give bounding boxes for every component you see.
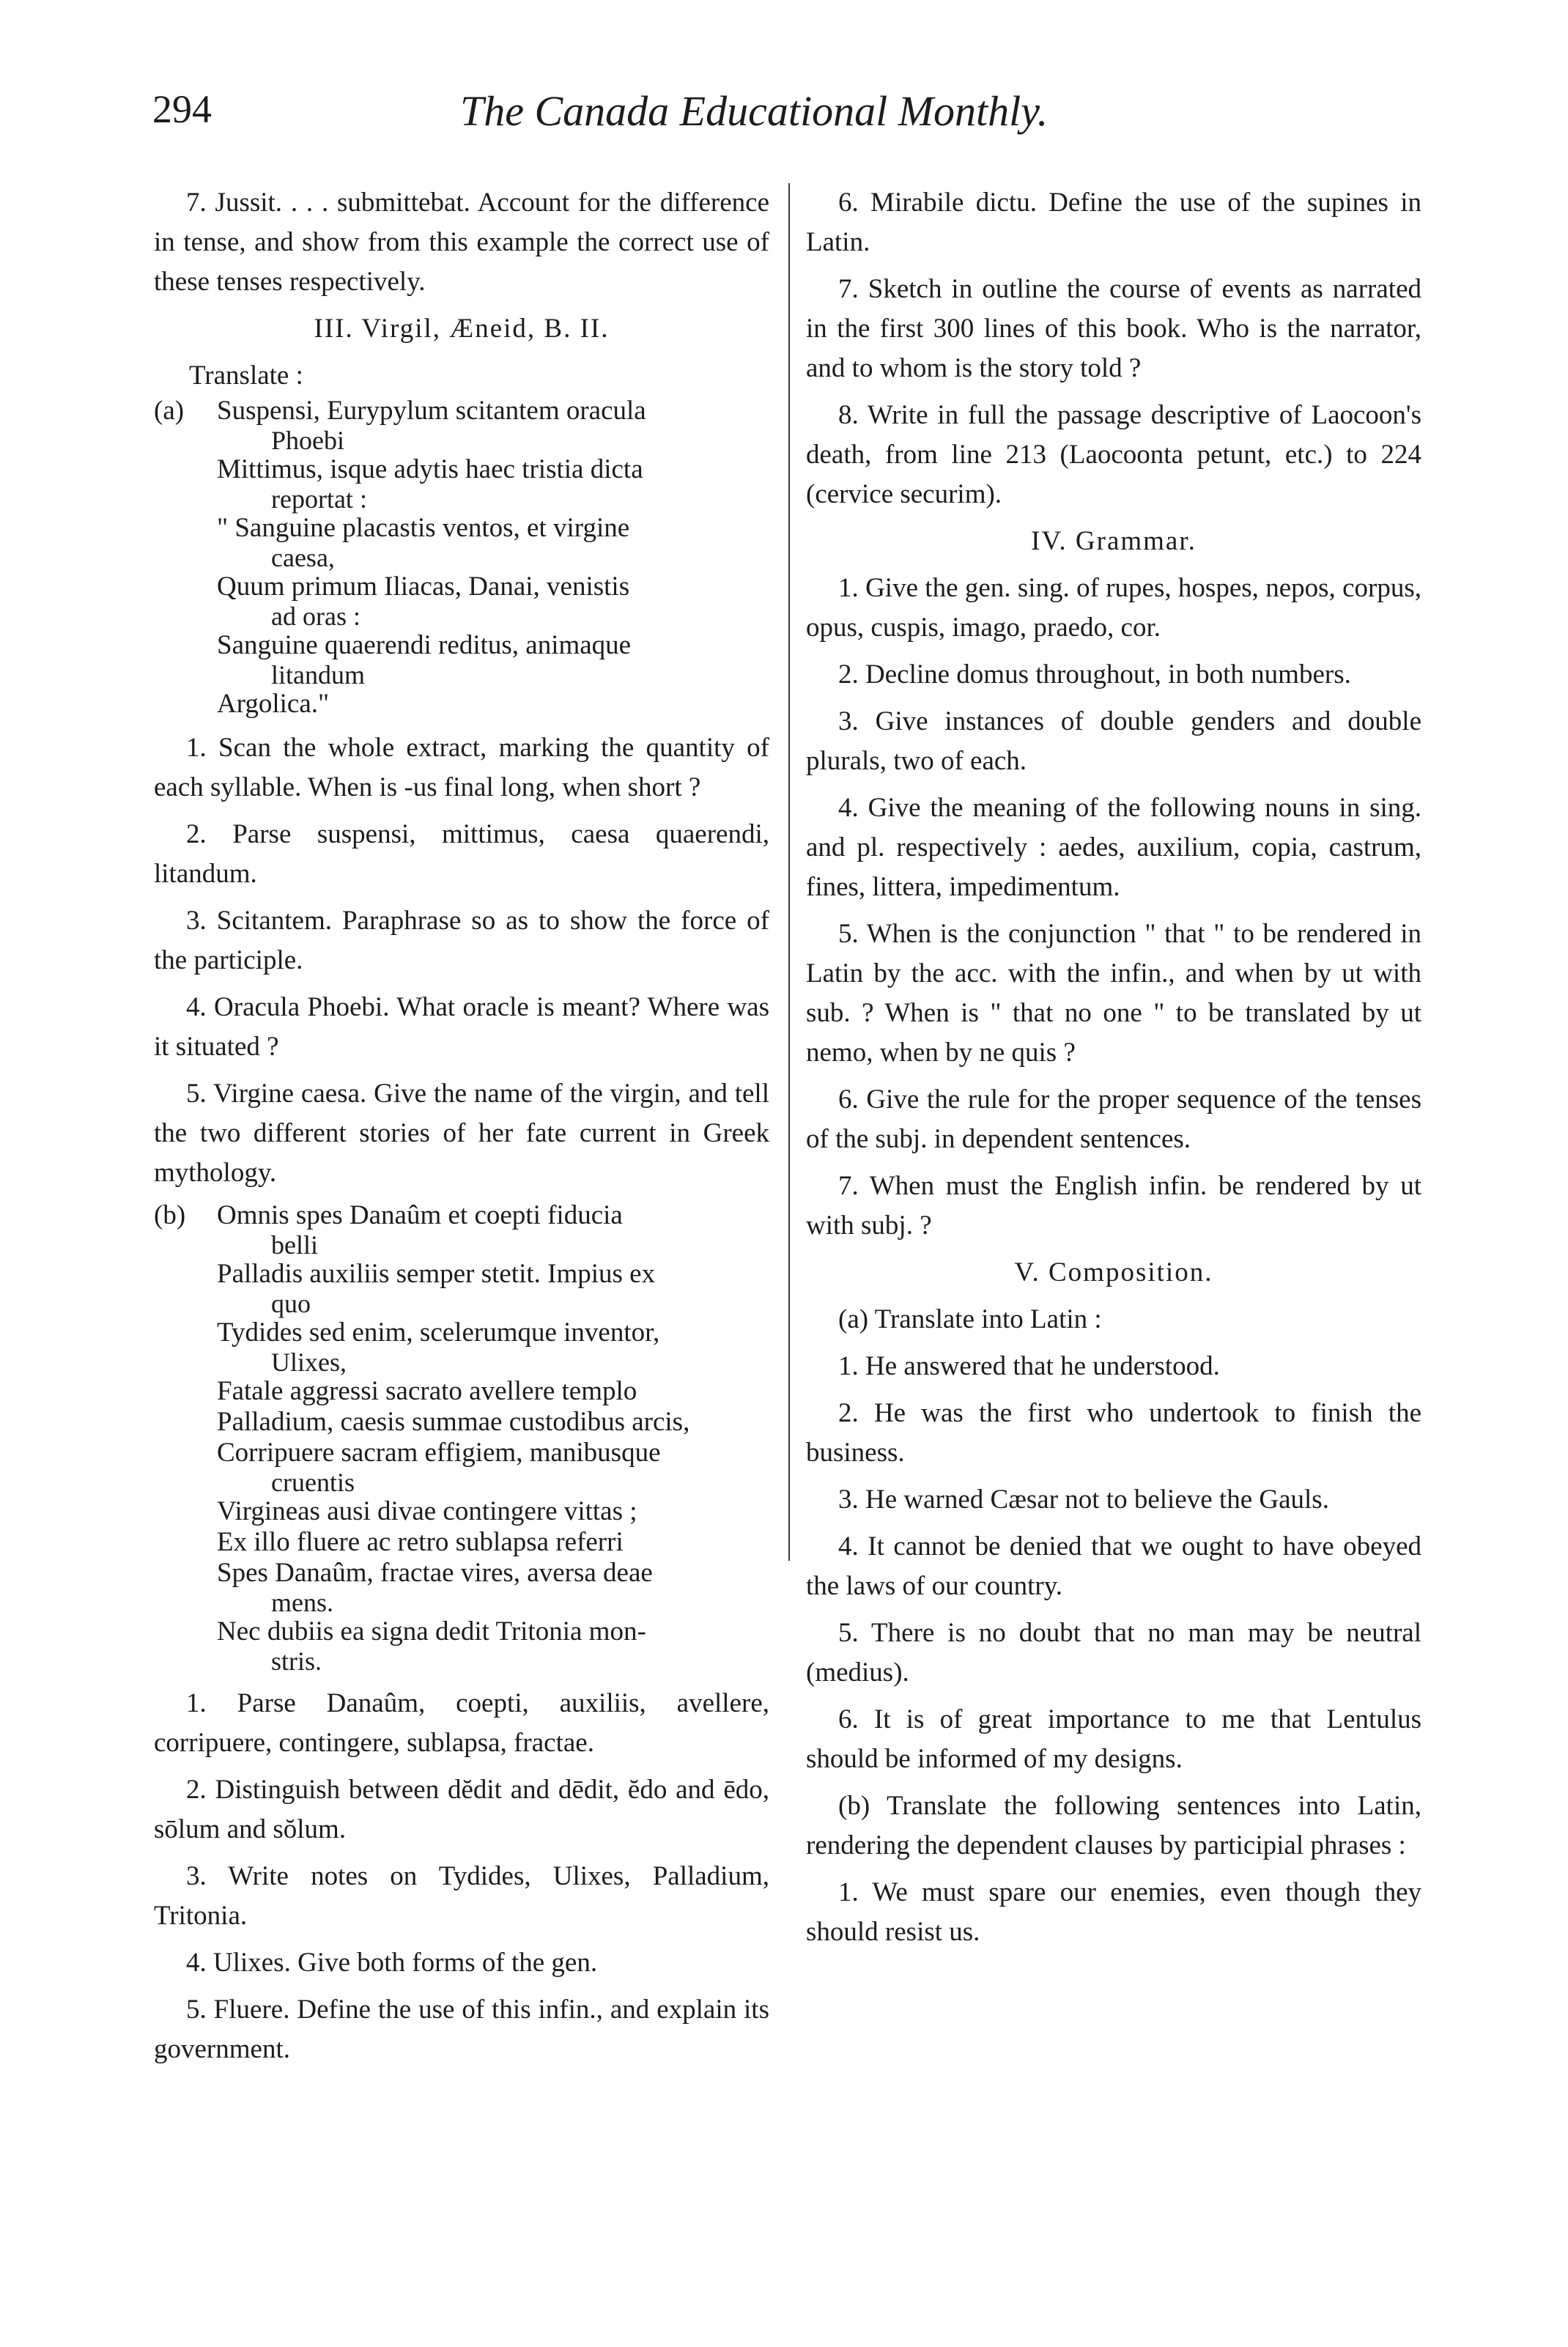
- right-column: [806, 183, 1421, 1959]
- verse-line: (a) Suspensi, Eurypylum scitantem oracula: [154, 396, 646, 426]
- question-item: 4. Ulixes. Give both forms of the gen.: [186, 1948, 598, 1978]
- verse-continuation: belli: [271, 1230, 318, 1260]
- grammar-question: 3. Give instances of double genders and double plurals, two of each.: [806, 706, 1421, 776]
- section-heading-virgil: III. Virgil, Æneid, B. II.: [314, 314, 610, 344]
- verse-line: (b) Omnis spes Danaûm et coepti fiducia: [154, 1200, 623, 1230]
- composition-sentence: 4. It cannot be denied that we ought to have obeyed the laws of our country.: [806, 1531, 1421, 1601]
- question-item: 4. Oracula Phoebi. What oracle is meant? Where was it situated ?: [154, 992, 769, 1062]
- section-heading-composition: V. Composition.: [1014, 1257, 1213, 1287]
- composition-sentence: 6. It is of great importance to me that Lentulus should be informed of my designs.: [806, 1704, 1421, 1774]
- question-item: 2. Distinguish between dĕdit and dēdit, ĕdo and ēdo, sōlum and sŏlum.: [154, 1775, 769, 1844]
- verse-continuation: Phoebi: [271, 426, 345, 455]
- verse-continuation: stris.: [271, 1646, 322, 1676]
- grammar-question: 5. When is the conjunction " that " to be rendered in Latin by the acc. with the infin., and when by ut with sub. ? When is " that no one " to be translated by ut nemo, when by ne quis ?: [806, 919, 1421, 1068]
- composition-sentence: 1. We must spare our enemies, even though they should resist us.: [806, 1877, 1421, 1947]
- page-number: 294: [152, 87, 212, 131]
- composition-sentence: 5. There is no doubt that no man may be neutral (medius).: [806, 1618, 1421, 1688]
- verse-line: Sanguine quaerendi reditus, animaque: [217, 630, 632, 660]
- question-7-jussit: 7. Jussit. . . . submittebat. Account for the difference in tense, and show from this example the correct use of these tenses respectively.: [154, 188, 769, 297]
- latin-passage-b: [154, 1200, 769, 1675]
- grammar-question: 7. When must the English infin. be rendered by ut with subj. ?: [806, 1171, 1421, 1241]
- composition-sentence: 2. He was the first who undertook to finish the business.: [806, 1398, 1421, 1468]
- grammar-question: 6. Give the rule for the proper sequence of the tenses of the subj. in dependent sentences.: [806, 1084, 1421, 1154]
- translate-label: Translate :: [189, 361, 303, 391]
- question-item: 3. Scitantem. Paraphrase so as to show the force of the participle.: [154, 906, 769, 975]
- question-item: 1. Scan the whole extract, marking the quantity of each syllable. When is -us final long, when short ?: [154, 733, 769, 802]
- question-item: 8. Write in full the passage descriptive of Laocoon's death, from line 213 (Laocoonta petunt, etc.) to 224 (cervice securim).: [806, 400, 1421, 509]
- question-item: 5. Virgine caesa. Give the name of the virgin, and tell the two different stories of her fate current in Greek mythology.: [154, 1079, 769, 1188]
- verse-continuation: mens.: [271, 1588, 333, 1617]
- left-column: [154, 183, 769, 2077]
- verse-line: Palladium, caesis summae custodibus arcis,: [217, 1407, 690, 1437]
- question-item: 7. Sketch in outline the course of events as narrated in the first 300 lines of this book. Who is the narrator, and to whom is the story told ?: [806, 274, 1421, 383]
- composition-a-intro: (a) Translate into Latin :: [838, 1304, 1102, 1334]
- verse-line: " Sanguine placastis ventos, et virgine: [217, 513, 630, 543]
- passage-label: (b): [154, 1200, 186, 1230]
- question-item: 6. Mirabile dictu. Define the use of the supines in Latin.: [806, 188, 1421, 257]
- verse-line: Fatale aggressi sacrato avellere templo: [217, 1376, 637, 1406]
- verse-continuation: caesa,: [271, 543, 335, 572]
- verse-line: Palladis auxiliis semper stetit. Impius ex: [217, 1259, 656, 1289]
- latin-passage-a: [154, 396, 769, 720]
- question-item: 5. Fluere. Define the use of this infin., and explain its government.: [154, 1995, 769, 2064]
- verse-line: Argolica.": [217, 689, 330, 719]
- verse-line: Nec dubiis ea signa dedit Tritonia mon-: [217, 1616, 646, 1646]
- verse-line: Tydides sed enim, scelerumque inventor,: [217, 1317, 660, 1348]
- verse-continuation: litandum: [271, 660, 365, 690]
- composition-sentence: 3. He warned Cæsar not to believe the Gauls.: [838, 1485, 1329, 1515]
- column-divider: [788, 183, 790, 1561]
- grammar-question: 2. Decline domus throughout, in both numbers.: [838, 659, 1351, 690]
- page-header: [152, 86, 1098, 152]
- verse-line: Spes Danaûm, fractae vires, aversa deae: [217, 1558, 653, 1588]
- verse-line: Mittimus, isque adytis haec tristia dicta: [217, 454, 643, 484]
- grammar-question: 1. Give the gen. sing. of rupes, hospes, nepos, corpus, opus, cuspis, imago, praedo, cor.: [806, 573, 1421, 643]
- running-title: The Canada Educational Monthly.: [460, 87, 1049, 135]
- verse-line: Ex illo fluere ac retro sublapsa referri: [217, 1527, 624, 1557]
- passage-label: (a): [154, 396, 185, 426]
- verse-continuation: cruentis: [271, 1468, 355, 1497]
- verse-line: Quum primum Iliacas, Danai, venistis: [217, 572, 630, 602]
- verse-continuation: quo: [271, 1289, 311, 1318]
- verse-line: Virgineas ausi divae contingere vittas ;: [217, 1496, 637, 1526]
- verse-continuation: Ulixes,: [271, 1348, 347, 1377]
- composition-b-intro: (b) Translate the following sentences into Latin, rendering the dependent clauses by participial phrases :: [806, 1791, 1421, 1860]
- question-item: 3. Write notes on Tydides, Ulixes, Palladium, Tritonia.: [154, 1861, 769, 1931]
- verse-continuation: ad oras :: [271, 602, 360, 631]
- question-item: 2. Parse suspensi, mittimus, caesa quaerendi, litandum.: [154, 819, 769, 889]
- grammar-question: 4. Give the meaning of the following nouns in sing. and pl. respectively : aedes, auxilium, copia, castrum, fines, littera, impedimentum.: [806, 793, 1421, 902]
- question-item: 1. Parse Danaûm, coepti, auxiliis, avellere, corripuere, contingere, sublapsa, fractae.: [154, 1688, 769, 1758]
- verse-line: Corripuere sacram effigiem, manibusque: [217, 1438, 661, 1468]
- verse-continuation: reportat :: [271, 484, 367, 514]
- section-heading-grammar: IV. Grammar.: [1031, 526, 1197, 556]
- composition-sentence: 1. He answered that he understood.: [838, 1351, 1220, 1381]
